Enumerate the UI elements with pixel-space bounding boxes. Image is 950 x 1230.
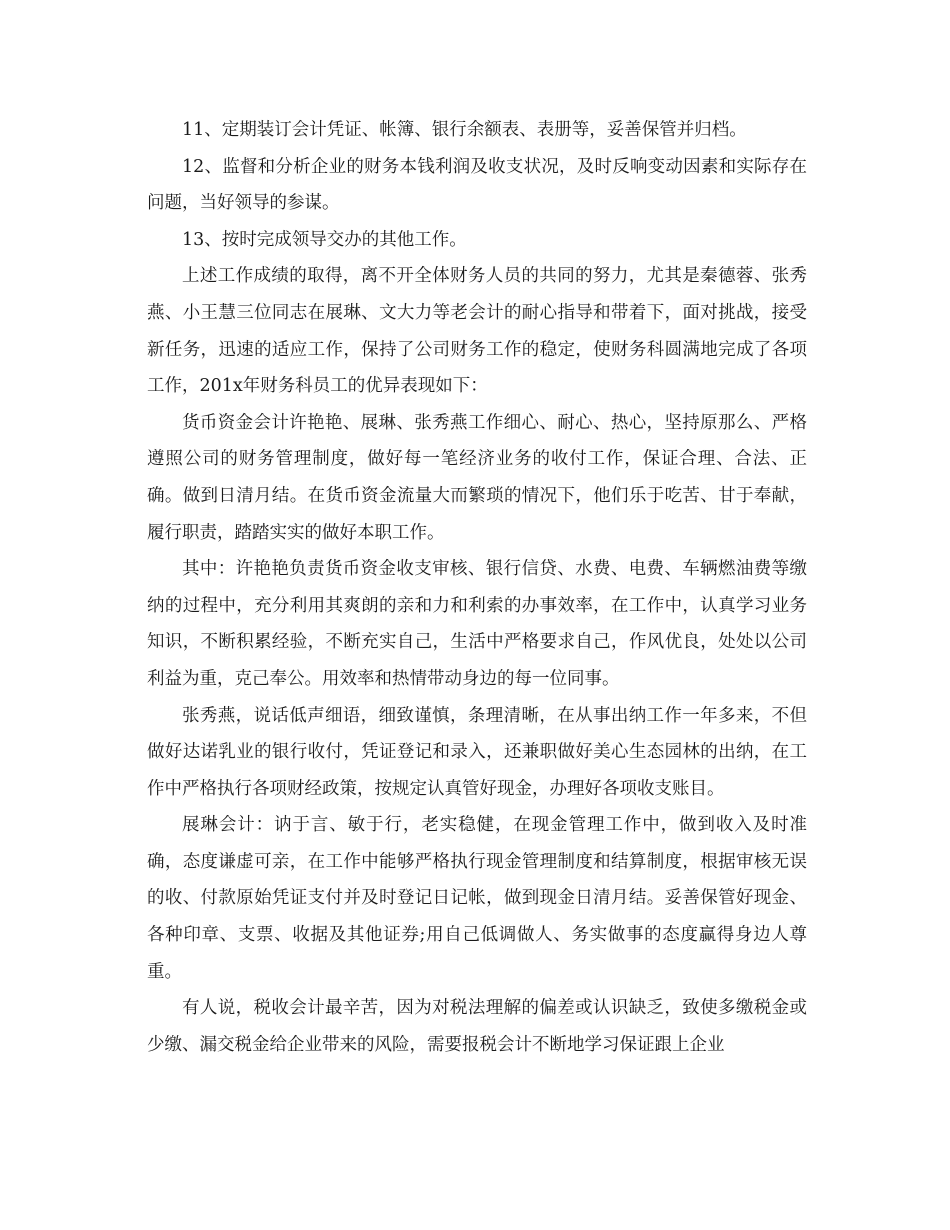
paragraph-6: 其中：许艳艳负责货币资金收支审核、银行信贷、水费、电费、车辆燃油费等缴纳的过程中，充分利用其爽朗的亲和力和利索的办事效率，在工作中，认真学习业务知识，不断积累经验，不断充实自己，生活中严格要求自己，作风优良，处处以公司利益为重，克己奉公。用效率和热情带动身边的每一位同事。 <box>147 559 807 689</box>
paragraph-3: 13、按时完成领导交办的其他工作。 <box>182 229 467 250</box>
paragraph-1: 11、定期装订会计凭证、帐簿、银行余额表、表册等，妥善保管并归档。 <box>182 120 747 140</box>
paragraph-2: 12、监督和分析企业的财务本钱利润及收支状况，及时反响变动因素和实际存在问题，当好领导的参谋。 <box>147 156 807 214</box>
paragraph-7: 张秀燕，说话低声细语，细致谨慎，条理清晰，在从事出纳工作一年多来，不但做好达诺乳业的银行收付，凭证登记和录入，还兼职做好美心生态园林的出纳，在工作中严格执行各项财经政策，按规定认真管好现金，办理好各项收支账目。 <box>147 705 807 799</box>
paragraph-5: 货币资金会计许艳艳、展琳、张秀燕工作细心、耐心、热心，坚持原那么、严格遵照公司的财务管理制度，做好每一笔经济业务的收付工作，保证合理、合法、正确。做到日清月结。在货币资金流量大而繁琐的情况下，他们乐于吃苦、甘于奉献，履行职责，踏踏实实的做好本职工作。 <box>147 412 807 543</box>
document-body <box>147 112 807 1063</box>
paragraph-4: 上述工作成绩的取得，离不开全体财务人员的共同的努力，尤其是秦德蓉、张秀燕、小王慧三位同志在展琳、文大力等老会计的耐心指导和带着下，面对挑战，接受新任务，迅速的适应工作，保持了公司财务工作的稳定，使财务科圆满地完成了各项工作，201x年财务科员工的优异表现如下： <box>147 266 807 397</box>
paragraph-8: 展琳会计：讷于言、敏于行，老实稳健，在现金管理工作中，做到收入及时准确，态度谦虚可亲，在工作中能够严格执行现金管理制度和结算制度，根据审核无误的收、付款原始凭证支付并及时登记日记帐，做到现金日清月结。妥善保管好现金、各种印章、支票、收据及其他证券;用自己低调做人、务实做事的态度赢得身边人尊重。 <box>147 815 807 982</box>
paragraph-9: 有人说，税收会计最辛苦，因为对税法理解的偏差或认识缺乏，致使多缴税金或少缴、漏交税金给企业带来的风险，需要报税会计不断地学习保证跟上企业 <box>147 998 807 1055</box>
